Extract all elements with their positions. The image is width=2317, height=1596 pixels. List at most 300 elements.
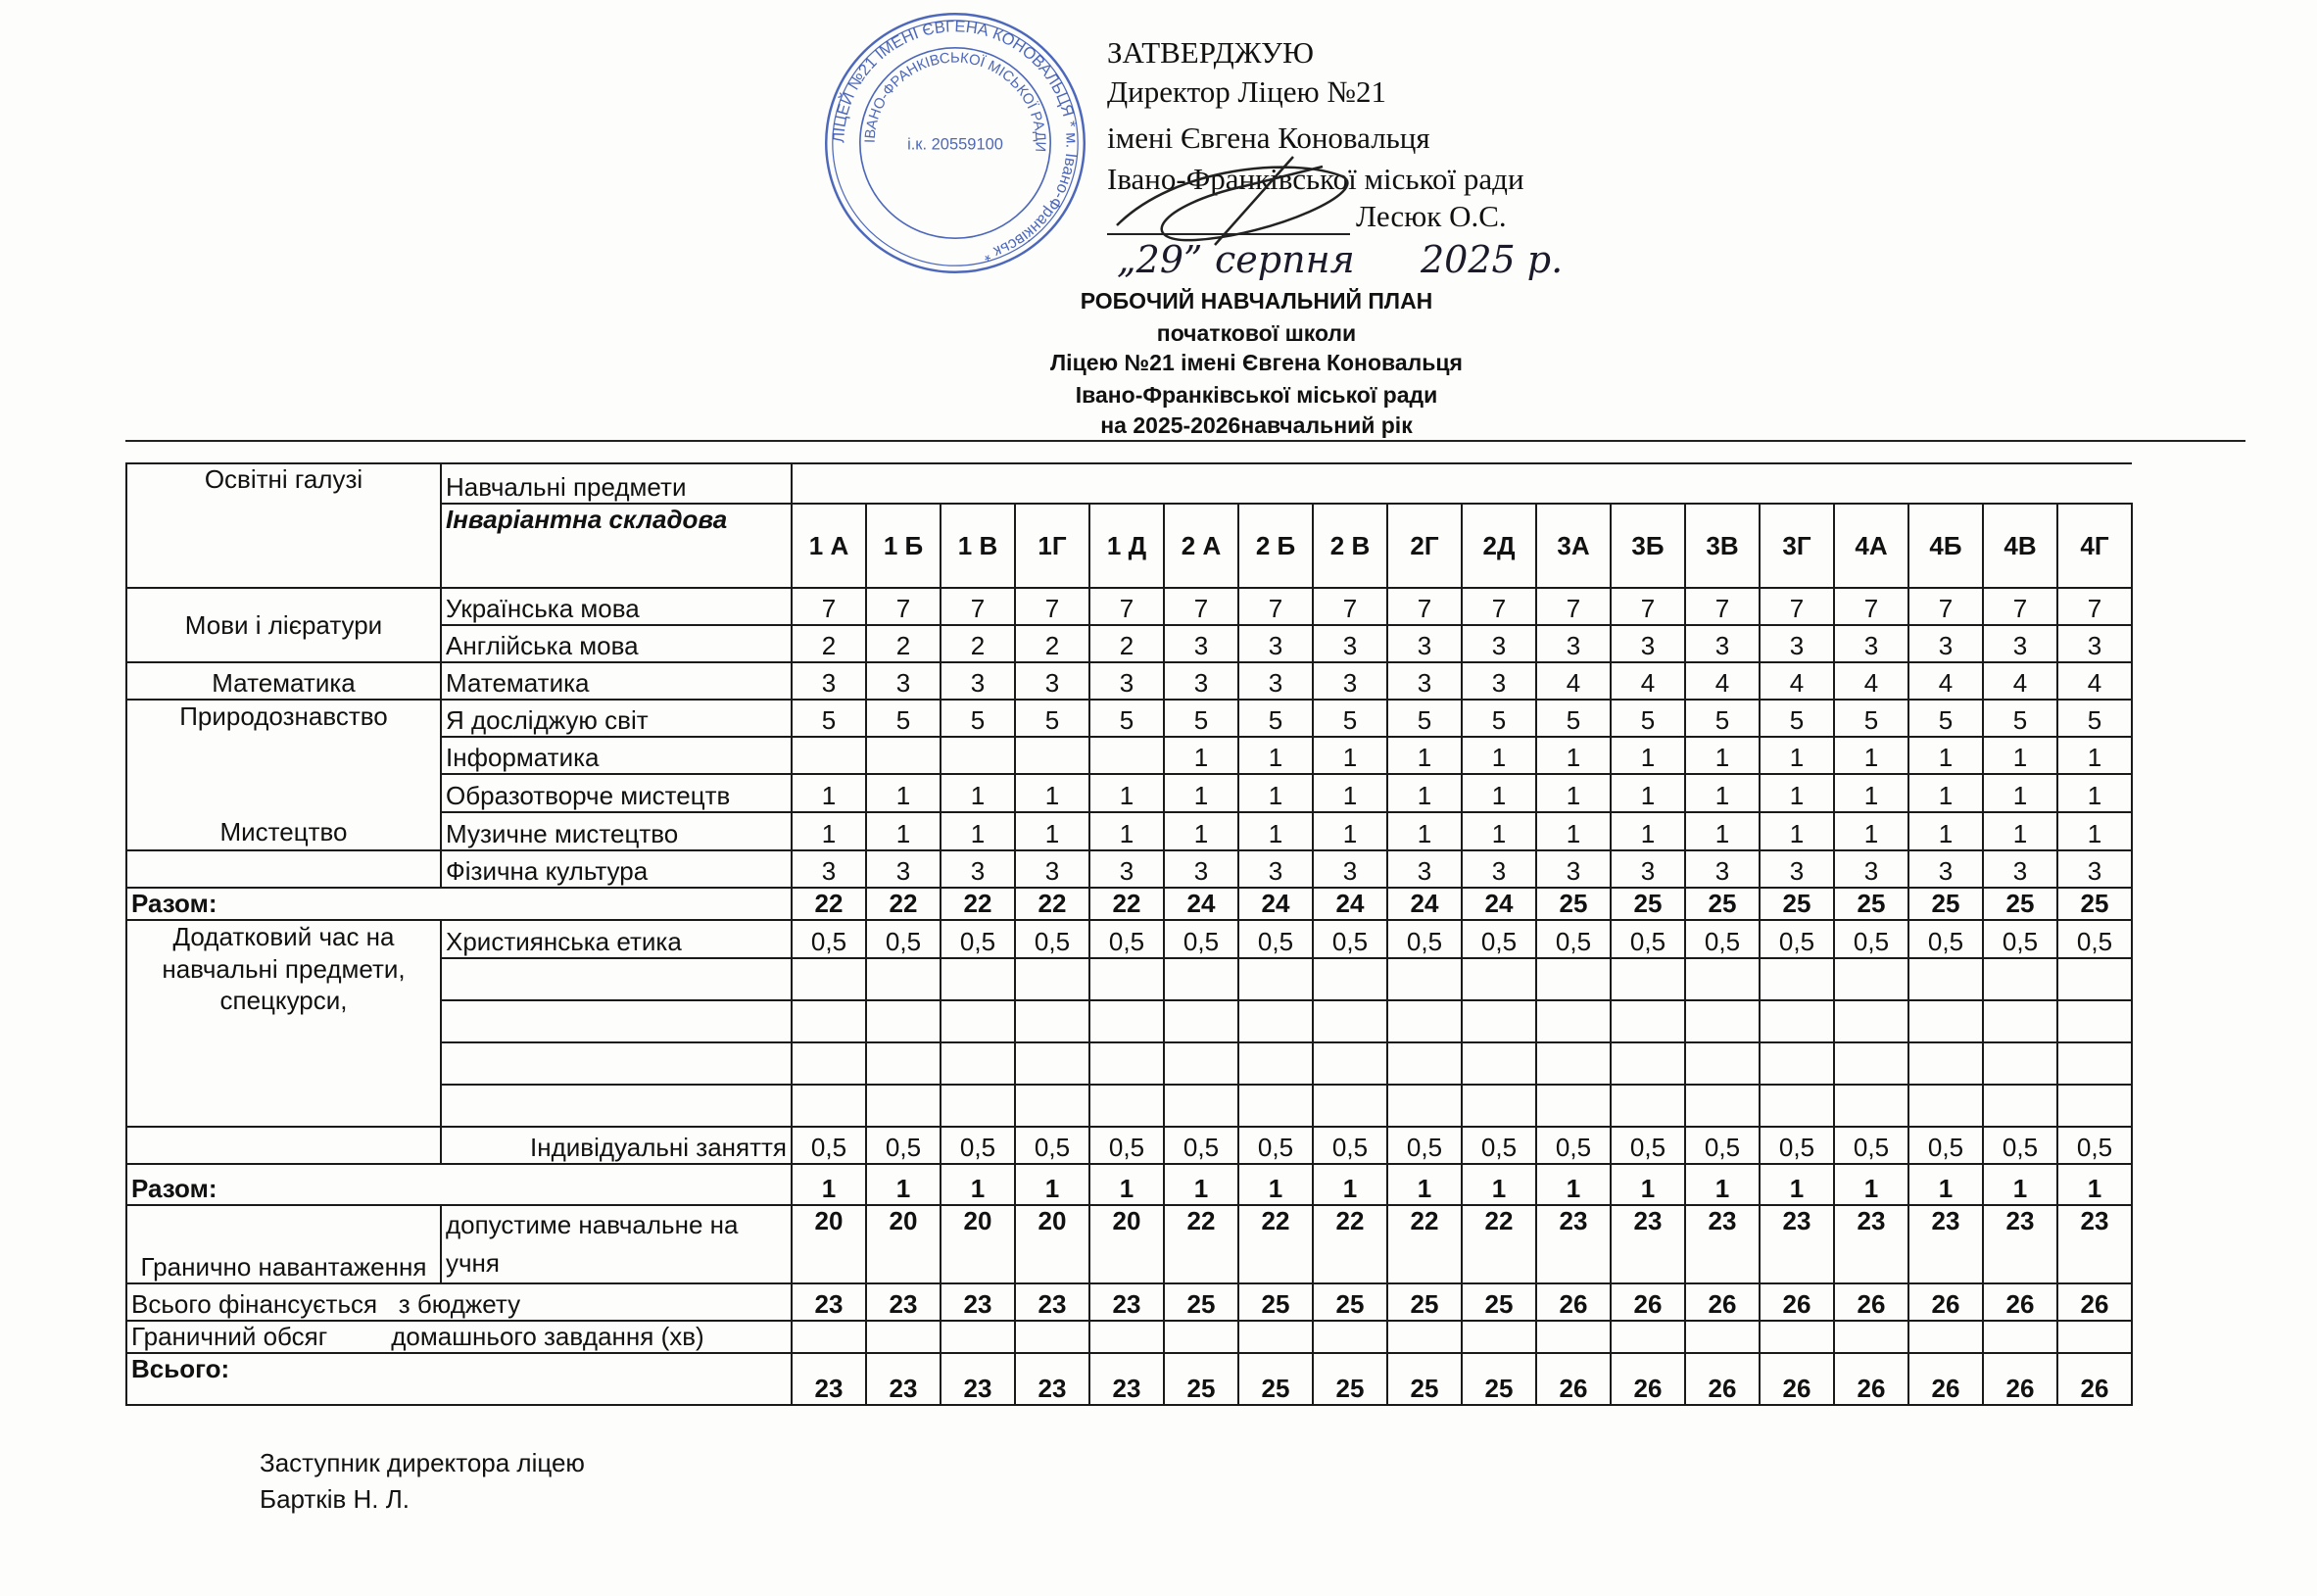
funded-label: Всього фінансується з бюджету [126, 1283, 792, 1321]
approval-heading: ЗАТВЕРДЖУЮ [1107, 35, 1314, 70]
value-cell: 0,5 [1238, 1127, 1313, 1164]
value-cell: 5 [1685, 700, 1760, 737]
value-cell: 7 [1536, 588, 1611, 625]
value-cell: 3 [1536, 850, 1611, 888]
value-cell [1015, 737, 1089, 774]
value-cell: 0,5 [1387, 1127, 1462, 1164]
value-cell [1387, 1085, 1462, 1127]
subject-label: Образотворче мистецтв [441, 774, 792, 812]
value-cell [1760, 1085, 1834, 1127]
value-cell: 1 [1089, 1164, 1164, 1205]
value-cell [2057, 1321, 2132, 1353]
area-languages: Мови і лієратури [126, 588, 441, 662]
value-cell: 1 [1462, 774, 1536, 812]
value-cell: 26 [1760, 1283, 1834, 1321]
value-cell: 23 [1760, 1205, 1834, 1283]
value-cell: 1 [1238, 1164, 1313, 1205]
class-header: 3А [1536, 504, 1611, 588]
value-cell: 24 [1462, 888, 1536, 920]
value-cell: 0,5 [792, 920, 866, 958]
value-cell: 0,5 [1834, 920, 1908, 958]
value-cell [866, 1085, 941, 1127]
value-cell: 1 [1685, 1164, 1760, 1205]
class-header: 1 Д [1089, 504, 1164, 588]
value-cell: 0,5 [1015, 1127, 1089, 1164]
value-cell [941, 958, 1015, 1000]
value-cell: 1 [1164, 737, 1238, 774]
value-cell: 1 [1685, 737, 1760, 774]
value-cell: 23 [1685, 1205, 1760, 1283]
value-cell [1536, 1000, 1611, 1042]
row-world [126, 700, 2132, 737]
value-cell: 0,5 [941, 920, 1015, 958]
value-cell: 0,5 [1760, 920, 1834, 958]
value-cell: 1 [1611, 1164, 1685, 1205]
class-header: 2 В [1313, 504, 1387, 588]
value-cell: 0,5 [1611, 1127, 1685, 1164]
value-cell: 1 [1611, 812, 1685, 850]
value-cell: 25 [1462, 1353, 1536, 1405]
value-cell: 23 [1015, 1283, 1089, 1321]
value-cell: 0,5 [1908, 920, 1983, 958]
value-cell: 5 [1313, 700, 1387, 737]
value-cell: 26 [1611, 1283, 1685, 1321]
value-cell: 7 [941, 588, 1015, 625]
value-cell: 2 [941, 625, 1015, 662]
value-cell: 1 [1164, 812, 1238, 850]
value-cell [1089, 737, 1164, 774]
value-cell: 1 [1908, 1164, 1983, 1205]
value-cell: 5 [1462, 700, 1536, 737]
value-cell [1164, 1000, 1238, 1042]
value-cell: 5 [2057, 700, 2132, 737]
value-cell: 25 [1387, 1283, 1462, 1321]
value-cell: 23 [866, 1353, 941, 1405]
value-cell [1908, 958, 1983, 1000]
value-cell: 7 [1685, 588, 1760, 625]
value-cell [1238, 1085, 1313, 1127]
value-cell: 1 [1164, 1164, 1238, 1205]
value-cell: 3 [1760, 625, 1834, 662]
header-areas: Освітні галузі [126, 463, 441, 588]
svg-text:ЛІЦЕЙ №21 ІМЕНІ ЄВГЕНА КОНОВАЛ: ЛІЦЕЙ №21 ІМЕНІ ЄВГЕНА КОНОВАЛЬЦЯ * м. Івано-Франківськ * [830, 18, 1081, 265]
value-cell [1462, 1085, 1536, 1127]
value-cell [792, 1321, 866, 1353]
value-cell: 25 [1983, 888, 2057, 920]
class-header: 4В [1983, 504, 2057, 588]
value-cell: 1 [1238, 774, 1313, 812]
value-cell: 7 [2057, 588, 2132, 625]
value-cell: 22 [1462, 1205, 1536, 1283]
value-cell: 7 [792, 588, 866, 625]
value-cell: 1 [1760, 1164, 1834, 1205]
value-cell [1834, 958, 1908, 1000]
value-cell: 3 [792, 662, 866, 700]
value-cell: 1 [1015, 812, 1089, 850]
value-cell: 7 [866, 588, 941, 625]
value-cell: 5 [866, 700, 941, 737]
value-cell [1983, 1085, 2057, 1127]
value-cell: 20 [941, 1205, 1015, 1283]
subject-empty [441, 1042, 792, 1085]
value-cell: 2 [866, 625, 941, 662]
value-cell: 0,5 [1462, 920, 1536, 958]
value-cell: 1 [1536, 774, 1611, 812]
value-cell: 22 [941, 888, 1015, 920]
value-cell: 23 [866, 1283, 941, 1321]
class-header: 3Г [1760, 504, 1834, 588]
plan-subtitle: початкової школи [1156, 320, 1357, 346]
value-cell: 7 [1313, 588, 1387, 625]
value-cell: 0,5 [1015, 920, 1089, 958]
value-cell [1015, 1321, 1089, 1353]
value-cell [1387, 958, 1462, 1000]
value-cell: 7 [1462, 588, 1536, 625]
value-cell: 1 [1760, 812, 1834, 850]
value-cell: 25 [1760, 888, 1834, 920]
value-cell: 22 [1089, 888, 1164, 920]
curriculum-table [125, 462, 2133, 1406]
value-cell [1238, 1000, 1313, 1042]
value-cell: 1 [1760, 774, 1834, 812]
official-stamp [818, 6, 1092, 280]
value-cell: 3 [1908, 625, 1983, 662]
row-ukrainian [126, 588, 2132, 625]
value-cell [1462, 1321, 1536, 1353]
value-cell: 3 [1238, 625, 1313, 662]
value-cell: 22 [1164, 1205, 1238, 1283]
class-header: 4А [1834, 504, 1908, 588]
value-cell: 7 [1387, 588, 1462, 625]
value-cell [866, 737, 941, 774]
value-cell [941, 1085, 1015, 1127]
value-cell: 1 [866, 1164, 941, 1205]
value-cell [1611, 1085, 1685, 1127]
value-cell: 1 [1238, 737, 1313, 774]
value-cell: 3 [1089, 662, 1164, 700]
grand-total-label: Всього: [126, 1353, 792, 1405]
plan-title: РОБОЧИЙ НАВЧАЛЬНИЙ ПЛАН [1080, 288, 1433, 314]
value-cell: 25 [1313, 1353, 1387, 1405]
value-cell: 23 [941, 1353, 1015, 1405]
value-cell: 1 [1834, 1164, 1908, 1205]
value-cell: 7 [1760, 588, 1834, 625]
value-cell: 2 [1015, 625, 1089, 662]
value-cell: 3 [1313, 662, 1387, 700]
value-cell: 1 [1238, 812, 1313, 850]
subject-label: Музичне мистецтво [441, 812, 792, 850]
value-cell [1834, 1000, 1908, 1042]
value-cell: 1 [2057, 812, 2132, 850]
value-cell [1462, 958, 1536, 1000]
value-cell: 2 [1089, 625, 1164, 662]
value-cell: 0,5 [1983, 1127, 2057, 1164]
value-cell [1611, 958, 1685, 1000]
value-cell [1536, 1321, 1611, 1353]
value-cell: 1 [1685, 774, 1760, 812]
subject-empty [441, 1085, 792, 1127]
value-cell: 1 [1908, 737, 1983, 774]
value-cell: 5 [1536, 700, 1611, 737]
value-cell [1015, 1000, 1089, 1042]
svg-text:ІВАНО-ФРАНКІВСЬКОЇ МІСЬКОЇ РАД: ІВАНО-ФРАНКІВСЬКОЇ МІСЬКОЇ РАДИ [862, 50, 1048, 153]
value-cell: 1 [1164, 774, 1238, 812]
value-cell: 5 [1015, 700, 1089, 737]
value-cell: 26 [1536, 1353, 1611, 1405]
value-cell: 22 [1015, 888, 1089, 920]
value-cell: 26 [1760, 1353, 1834, 1405]
value-cell: 0,5 [1760, 1127, 1834, 1164]
approval-council: Івано-Франківської міської ради [1107, 162, 1524, 196]
value-cell: 5 [792, 700, 866, 737]
value-cell [792, 958, 866, 1000]
value-cell: 1 [1313, 774, 1387, 812]
value-cell: 1 [1983, 737, 2057, 774]
subject-label: Християнська етика [441, 920, 792, 958]
value-cell: 24 [1387, 888, 1462, 920]
row-individual [126, 1127, 2132, 1164]
plan-council: Івано-Франківської міської ради [1075, 382, 1438, 408]
value-cell: 1 [1089, 774, 1164, 812]
header-subjects: Навчальні предмети [441, 463, 792, 504]
value-cell [2057, 958, 2132, 1000]
value-cell: 1 [1983, 812, 2057, 850]
area-max-load: Гранично навантаження [126, 1205, 441, 1283]
value-cell: 3 [1164, 625, 1238, 662]
value-cell: 0,5 [1536, 1127, 1611, 1164]
value-cell: 26 [1834, 1353, 1908, 1405]
value-cell [1611, 1000, 1685, 1042]
value-cell: 7 [1983, 588, 2057, 625]
value-cell [1536, 1085, 1611, 1127]
value-cell: 3 [866, 850, 941, 888]
header-invariant: Інваріантна складова [441, 504, 792, 588]
value-cell [1760, 1042, 1834, 1085]
approval-signatory: Лесюк О.С. [1356, 199, 1507, 233]
value-cell: 3 [1983, 850, 2057, 888]
value-cell: 3 [1387, 625, 1462, 662]
approval-name: імені Євгена Коновальця [1107, 121, 1430, 155]
area-empty [126, 850, 441, 888]
value-cell: 25 [1164, 1353, 1238, 1405]
value-cell: 0,5 [1387, 920, 1462, 958]
value-cell [2057, 1000, 2132, 1042]
value-cell [866, 1000, 941, 1042]
subject-empty [441, 1000, 792, 1042]
value-cell: 1 [1387, 1164, 1462, 1205]
value-cell: 26 [1908, 1353, 1983, 1405]
value-cell: 23 [1536, 1205, 1611, 1283]
value-cell: 3 [1313, 625, 1387, 662]
value-cell [1983, 1321, 2057, 1353]
svg-text:і.к. 20559100: і.к. 20559100 [907, 135, 1003, 154]
value-cell: 3 [1015, 662, 1089, 700]
value-cell: 1 [1983, 1164, 2057, 1205]
value-cell [1238, 958, 1313, 1000]
approval-date-day: „29” [1117, 238, 1203, 281]
value-cell: 24 [1313, 888, 1387, 920]
class-header: 4Б [1908, 504, 1983, 588]
value-cell: 22 [792, 888, 866, 920]
value-cell: 26 [1685, 1283, 1760, 1321]
value-cell: 3 [1611, 850, 1685, 888]
value-cell: 1 [1536, 737, 1611, 774]
value-cell [1685, 1085, 1760, 1127]
subject-label: допустиме навчальне на учня [441, 1205, 792, 1283]
value-cell: 0,5 [2057, 920, 2132, 958]
value-cell: 23 [941, 1283, 1015, 1321]
value-cell: 0,5 [1685, 1127, 1760, 1164]
value-cell: 25 [1611, 888, 1685, 920]
value-cell: 7 [1015, 588, 1089, 625]
value-cell: 3 [1164, 850, 1238, 888]
total-label: Разом: [126, 888, 792, 920]
subject-label: Математика [441, 662, 792, 700]
subject-label: Фізична культура [441, 850, 792, 888]
value-cell: 1 [941, 774, 1015, 812]
approval-director: Директор Ліцею №21 [1107, 74, 1387, 109]
value-cell: 1 [2057, 1164, 2132, 1205]
value-cell: 1 [1462, 1164, 1536, 1205]
value-cell: 5 [1164, 700, 1238, 737]
value-cell: 25 [1238, 1353, 1313, 1405]
value-cell: 1 [1685, 812, 1760, 850]
value-cell: 23 [1611, 1205, 1685, 1283]
value-cell: 5 [1611, 700, 1685, 737]
value-cell: 1 [1089, 812, 1164, 850]
value-cell: 3 [1313, 850, 1387, 888]
subject-label: Інформатика [441, 737, 792, 774]
value-cell: 3 [1983, 625, 2057, 662]
value-cell: 25 [1462, 1283, 1536, 1321]
value-cell: 3 [1015, 850, 1089, 888]
value-cell: 26 [1536, 1283, 1611, 1321]
subject-label: Індивідуальні заняття [441, 1127, 792, 1164]
value-cell: 5 [1908, 700, 1983, 737]
value-cell: 26 [1908, 1283, 1983, 1321]
value-cell: 4 [1760, 662, 1834, 700]
value-cell [1908, 1000, 1983, 1042]
class-header: 3В [1685, 504, 1760, 588]
value-cell: 1 [1462, 812, 1536, 850]
value-cell: 25 [1387, 1353, 1462, 1405]
value-cell: 3 [2057, 850, 2132, 888]
value-cell: 26 [2057, 1283, 2132, 1321]
value-cell: 1 [1908, 812, 1983, 850]
value-cell: 3 [2057, 625, 2132, 662]
class-header: 2Г [1387, 504, 1462, 588]
value-cell: 22 [1313, 1205, 1387, 1283]
value-cell [1164, 1042, 1238, 1085]
area-art: Мистецтво [219, 816, 348, 846]
value-cell: 5 [1983, 700, 2057, 737]
value-cell: 0,5 [1089, 920, 1164, 958]
value-cell: 23 [1089, 1353, 1164, 1405]
value-cell: 1 [1015, 774, 1089, 812]
value-cell: 0,5 [1313, 920, 1387, 958]
value-cell: 0,5 [1834, 1127, 1908, 1164]
value-cell: 20 [1089, 1205, 1164, 1283]
value-cell: 7 [1611, 588, 1685, 625]
value-cell [1462, 1000, 1536, 1042]
value-cell: 3 [941, 850, 1015, 888]
value-cell: 26 [1685, 1353, 1760, 1405]
value-cell: 1 [792, 1164, 866, 1205]
value-cell [1313, 1042, 1387, 1085]
value-cell: 1 [1611, 774, 1685, 812]
value-cell: 23 [1908, 1205, 1983, 1283]
value-cell: 3 [1611, 625, 1685, 662]
value-cell: 1 [1536, 1164, 1611, 1205]
value-cell: 23 [1834, 1205, 1908, 1283]
value-cell [1015, 958, 1089, 1000]
value-cell: 24 [1164, 888, 1238, 920]
value-cell [1908, 1085, 1983, 1127]
value-cell: 1 [1536, 812, 1611, 850]
value-cell: 3 [1238, 850, 1313, 888]
value-cell [1462, 1042, 1536, 1085]
value-cell [1760, 1000, 1834, 1042]
value-cell: 26 [1611, 1353, 1685, 1405]
row-max-load [126, 1205, 2132, 1283]
value-cell [1387, 1042, 1462, 1085]
value-cell [1983, 1042, 2057, 1085]
row-ethics [126, 920, 2132, 958]
divider-line [125, 440, 2245, 442]
value-cell: 1 [1387, 774, 1462, 812]
value-cell: 0,5 [1089, 1127, 1164, 1164]
value-cell: 1 [1611, 737, 1685, 774]
value-cell [792, 1085, 866, 1127]
value-cell: 3 [792, 850, 866, 888]
approval-date-month: серпня [1215, 238, 1355, 281]
value-cell: 0,5 [1685, 920, 1760, 958]
value-cell: 0,5 [866, 1127, 941, 1164]
value-cell [1685, 1042, 1760, 1085]
value-cell [1238, 1321, 1313, 1353]
area-empty [126, 1127, 441, 1164]
value-cell [1313, 958, 1387, 1000]
row-funded [126, 1283, 2132, 1321]
class-header: 1 В [941, 504, 1015, 588]
value-cell: 3 [1834, 625, 1908, 662]
area-nature: Природознавство [179, 701, 388, 731]
value-cell: 3 [1760, 850, 1834, 888]
value-cell: 22 [866, 888, 941, 920]
row-math [126, 662, 2132, 700]
homework-label: Граничний обсяг домашнього завдання (хв) [126, 1321, 792, 1353]
value-cell: 0,5 [1983, 920, 2057, 958]
subject-empty [441, 958, 792, 1000]
value-cell: 0,5 [1164, 920, 1238, 958]
value-cell: 4 [1685, 662, 1760, 700]
value-cell [1089, 958, 1164, 1000]
total-label: Разом: [126, 1164, 792, 1205]
value-cell [1834, 1321, 1908, 1353]
value-cell: 26 [1983, 1353, 2057, 1405]
value-cell [1908, 1321, 1983, 1353]
value-cell [1536, 958, 1611, 1000]
value-cell: 1 [866, 812, 941, 850]
value-cell: 1 [1462, 737, 1536, 774]
value-cell: 1 [1313, 1164, 1387, 1205]
value-cell: 4 [1983, 662, 2057, 700]
value-cell: 5 [1760, 700, 1834, 737]
value-cell: 25 [1238, 1283, 1313, 1321]
value-cell: 24 [1238, 888, 1313, 920]
approval-date-year: 2025 р. [1421, 238, 1564, 281]
footer-position: Заступник директора ліцею [260, 1448, 585, 1477]
